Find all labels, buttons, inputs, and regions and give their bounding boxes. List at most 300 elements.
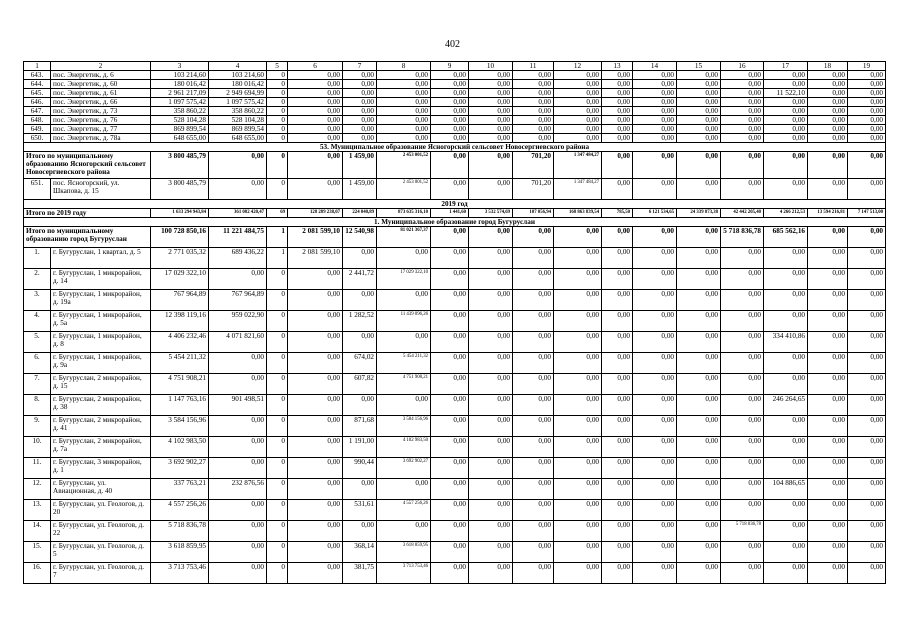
value-cell: 0,00: [469, 80, 513, 89]
value-cell: 0,00: [554, 290, 602, 311]
value-cell: 2 081 599,10: [288, 248, 343, 269]
total-value: 1 347 484,27: [554, 152, 602, 179]
value-cell: 0,00: [469, 134, 513, 143]
total-value: 0,00: [469, 152, 513, 179]
value-cell: 531,61: [343, 500, 377, 521]
value-cell: 0,00: [848, 290, 886, 311]
value-cell: 0,00: [677, 98, 721, 107]
value-cell: 3 692 902,27: [151, 458, 209, 479]
row-number: 3.: [24, 290, 51, 311]
value-cell: 0,00: [633, 71, 677, 80]
section-53-title: 53. Муниципальное образование Ясногорский сельсовет Новосергиевского района: [24, 143, 886, 152]
value-cell: 2 453 001,52: [377, 179, 431, 200]
value-cell: 0,00: [377, 395, 431, 416]
value-cell: 0,00: [848, 353, 886, 374]
value-cell: 0,00: [602, 248, 633, 269]
total-value: 0,00: [513, 227, 554, 248]
total-value: 42 442 205,40: [721, 209, 764, 218]
value-cell: 0,00: [848, 416, 886, 437]
value-cell: 0,00: [721, 98, 764, 107]
value-cell: 0,00: [633, 332, 677, 353]
value-cell: 0,00: [677, 395, 721, 416]
value-cell: 0,00: [469, 416, 513, 437]
value-cell: 0,00: [633, 479, 677, 500]
value-cell: 0,00: [602, 80, 633, 89]
value-cell: 4 751 908,21: [151, 374, 209, 395]
value-cell: 0,00: [721, 179, 764, 200]
section-1: [24, 218, 886, 227]
value-cell: 0,00: [288, 374, 343, 395]
value-cell: 0,00: [633, 542, 677, 563]
value-cell: 0,00: [602, 125, 633, 134]
value-cell: 0,00: [633, 80, 677, 89]
value-cell: 0,00: [343, 116, 377, 125]
value-cell: 0,00: [764, 134, 808, 143]
value-cell: 0,00: [554, 542, 602, 563]
row-number: 14.: [24, 521, 51, 542]
value-cell: 11 439 096,26: [377, 311, 431, 332]
value-cell: 0,00: [602, 269, 633, 290]
value-cell: 0,00: [808, 395, 848, 416]
value-cell: 0,00: [209, 437, 267, 458]
value-cell: 0,00: [469, 98, 513, 107]
value-cell: 0,00: [513, 269, 554, 290]
value-cell: 0,00: [513, 374, 554, 395]
row-number: 650.: [24, 134, 51, 143]
value-cell: 0,00: [602, 311, 633, 332]
value-cell: 0,00: [721, 437, 764, 458]
value-cell: 0,00: [808, 89, 848, 98]
value-cell: 0,00: [721, 248, 764, 269]
value-cell: 0,00: [721, 134, 764, 143]
value-cell: 0: [267, 290, 288, 311]
value-cell: 0,00: [554, 458, 602, 479]
value-cell: 0,00: [848, 269, 886, 290]
value-cell: 0,00: [343, 395, 377, 416]
total-value: 1 441,60: [431, 209, 469, 218]
row-number: 651.: [24, 179, 51, 200]
value-cell: 959 022,90: [209, 311, 267, 332]
value-cell: 0,00: [513, 332, 554, 353]
value-cell: 0,00: [288, 458, 343, 479]
value-cell: 0,00: [677, 179, 721, 200]
value-cell: 0,00: [513, 395, 554, 416]
value-cell: 0,00: [721, 269, 764, 290]
value-cell: 17 029 322,10: [151, 269, 209, 290]
row-number: 6.: [24, 353, 51, 374]
value-cell: 0,00: [513, 563, 554, 584]
value-cell: 0,00: [377, 521, 431, 542]
address-cell: г. Бугуруслан, ул. Геологов, д. 20: [51, 500, 151, 521]
value-cell: 0,00: [602, 500, 633, 521]
value-cell: 767 964,89: [151, 290, 209, 311]
value-cell: 0,00: [288, 437, 343, 458]
value-cell: 0,00: [343, 89, 377, 98]
value-cell: 0,00: [808, 98, 848, 107]
value-cell: 0,00: [848, 107, 886, 116]
value-cell: 0,00: [469, 437, 513, 458]
value-cell: 0,00: [288, 134, 343, 143]
total-value: 0,00: [288, 152, 343, 179]
value-cell: 0,00: [554, 116, 602, 125]
value-cell: 0,00: [377, 134, 431, 143]
value-cell: 0,00: [808, 332, 848, 353]
value-cell: 0,00: [633, 290, 677, 311]
value-cell: 2 961 217,09: [151, 89, 209, 98]
value-cell: 0,00: [633, 134, 677, 143]
value-cell: 0,00: [808, 374, 848, 395]
value-cell: 0,00: [431, 395, 469, 416]
value-cell: 0,00: [554, 80, 602, 89]
value-cell: 0,00: [764, 458, 808, 479]
value-cell: 5 454 211,32: [151, 353, 209, 374]
total-value: 11 221 484,75: [209, 227, 267, 248]
value-cell: 0,00: [764, 542, 808, 563]
register-table: [23, 61, 886, 584]
value-cell: 0,00: [431, 563, 469, 584]
value-cell: 0,00: [677, 416, 721, 437]
value-cell: 0,00: [554, 395, 602, 416]
value-cell: 0,00: [721, 374, 764, 395]
value-cell: 0,00: [431, 269, 469, 290]
year-header-title: 2019 год: [24, 200, 886, 209]
value-cell: 0,00: [764, 521, 808, 542]
value-cell: 0,00: [602, 179, 633, 200]
column-header-row: [24, 62, 886, 71]
value-cell: 0,00: [848, 311, 886, 332]
value-cell: 0,00: [288, 179, 343, 200]
value-cell: 0,00: [288, 416, 343, 437]
value-cell: 0,00: [209, 563, 267, 584]
value-cell: 0,00: [808, 416, 848, 437]
value-cell: 0,00: [288, 80, 343, 89]
value-cell: 0,00: [808, 290, 848, 311]
table-row: [24, 80, 886, 89]
address-cell: пос. Энергетик, д. 66: [51, 98, 151, 107]
value-cell: 2 441,72: [343, 269, 377, 290]
value-cell: 1 191,00: [343, 437, 377, 458]
value-cell: 334 410,86: [764, 332, 808, 353]
total-value: 0,00: [554, 227, 602, 248]
total-value: 2 081 599,10: [288, 227, 343, 248]
value-cell: 0,00: [513, 107, 554, 116]
value-cell: 4 751 908,21: [377, 374, 431, 395]
value-cell: 0: [267, 98, 288, 107]
total-value: 168 863 839,54: [554, 209, 602, 218]
value-cell: 0,00: [431, 80, 469, 89]
value-cell: 0,00: [764, 179, 808, 200]
total-value: 12 540,98: [343, 227, 377, 248]
total-value: 0,00: [848, 152, 886, 179]
value-cell: 0,00: [848, 521, 886, 542]
value-cell: 871,68: [343, 416, 377, 437]
value-cell: 0,00: [377, 107, 431, 116]
value-cell: 0,00: [677, 125, 721, 134]
value-cell: 104 886,65: [764, 479, 808, 500]
value-cell: 0,00: [554, 563, 602, 584]
value-cell: 381,75: [343, 563, 377, 584]
value-cell: 0,00: [469, 311, 513, 332]
total-value: 0,00: [431, 227, 469, 248]
value-cell: 0,00: [431, 89, 469, 98]
value-cell: 0,00: [677, 353, 721, 374]
table-row: [24, 395, 886, 416]
value-cell: 0,00: [808, 311, 848, 332]
value-cell: 0,00: [808, 179, 848, 200]
address-cell: г. Бугуруслан, 2 микрорайон, д. 41: [51, 416, 151, 437]
value-cell: 0,00: [431, 332, 469, 353]
column-header: 2: [51, 62, 151, 71]
value-cell: 0,00: [602, 458, 633, 479]
value-cell: 869 899,54: [151, 125, 209, 134]
total-value: 701,20: [513, 152, 554, 179]
value-cell: 0,00: [808, 80, 848, 89]
total-value: 785,50: [602, 209, 633, 218]
value-cell: 0,00: [343, 479, 377, 500]
value-cell: 0,00: [677, 437, 721, 458]
total-row: [24, 227, 886, 248]
value-cell: 0,00: [764, 311, 808, 332]
value-cell: 0,00: [633, 521, 677, 542]
value-cell: 528 104,28: [209, 116, 267, 125]
value-cell: 0,00: [602, 521, 633, 542]
value-cell: 358 860,22: [151, 107, 209, 116]
value-cell: 3 584 156,96: [377, 416, 431, 437]
value-cell: 0,00: [377, 116, 431, 125]
value-cell: 0: [267, 116, 288, 125]
value-cell: 0,00: [377, 89, 431, 98]
row-number: 9.: [24, 416, 51, 437]
value-cell: 17 029 322,10: [377, 269, 431, 290]
address-cell: пос. Энергетик, д. 78а: [51, 134, 151, 143]
address-cell: г. Бугуруслан, 1 микрорайон, д. 9а: [51, 353, 151, 374]
value-cell: 3 618 859,95: [151, 542, 209, 563]
column-header: 8: [377, 62, 431, 71]
address-cell: г. Бугуруслан, 1 микрорайон, д. 19а: [51, 290, 151, 311]
value-cell: 0,00: [633, 353, 677, 374]
column-header: 9: [431, 62, 469, 71]
value-cell: 5 718 836,78: [721, 521, 764, 542]
value-cell: 4 557 256,26: [151, 500, 209, 521]
table-row: [24, 521, 886, 542]
value-cell: 0,00: [343, 71, 377, 80]
address-cell: пос. Энергетик, д. 76: [51, 116, 151, 125]
value-cell: 0,00: [209, 521, 267, 542]
value-cell: 0,00: [431, 311, 469, 332]
value-cell: 0,00: [848, 248, 886, 269]
value-cell: 0,00: [848, 374, 886, 395]
value-cell: 0,00: [209, 458, 267, 479]
value-cell: 0,00: [721, 80, 764, 89]
value-cell: 0,00: [431, 500, 469, 521]
total-value: 0,00: [431, 152, 469, 179]
value-cell: 3 584 156,96: [151, 416, 209, 437]
value-cell: 0: [267, 332, 288, 353]
value-cell: 869 899,54: [209, 125, 267, 134]
value-cell: 0,00: [677, 479, 721, 500]
value-cell: 0,00: [848, 437, 886, 458]
value-cell: 0,00: [209, 269, 267, 290]
value-cell: 0,00: [721, 542, 764, 563]
address-cell: пос. Энергетик, д. 6: [51, 71, 151, 80]
table-row: [24, 98, 886, 107]
value-cell: 0,00: [513, 521, 554, 542]
row-number: 643.: [24, 71, 51, 80]
column-header: 13: [602, 62, 633, 71]
column-header: 3: [151, 62, 209, 71]
value-cell: 0,00: [764, 374, 808, 395]
value-cell: 0,00: [288, 290, 343, 311]
row-number: 648.: [24, 116, 51, 125]
value-cell: 0,00: [677, 374, 721, 395]
column-header: 6: [288, 62, 343, 71]
value-cell: 0,00: [677, 542, 721, 563]
total-value: 24 339 873,38: [677, 209, 721, 218]
value-cell: 0,00: [602, 542, 633, 563]
value-cell: 0,00: [513, 416, 554, 437]
table-row: [24, 248, 886, 269]
value-cell: 0,00: [377, 98, 431, 107]
page-number: 402: [445, 39, 460, 50]
table-row: [24, 437, 886, 458]
value-cell: 0,00: [721, 116, 764, 125]
total-label: Итого по муниципальному образованию Ясногорский сельсовет Новосергиевского района: [24, 152, 151, 179]
value-cell: 0,00: [721, 563, 764, 584]
value-cell: 0,00: [343, 248, 377, 269]
value-cell: 5 454 211,32: [377, 353, 431, 374]
value-cell: 0,00: [677, 500, 721, 521]
value-cell: 0,00: [209, 353, 267, 374]
value-cell: 0: [267, 416, 288, 437]
value-cell: 0,00: [808, 563, 848, 584]
row-number: 8.: [24, 395, 51, 416]
total-value: 4 266 212,53: [764, 209, 808, 218]
value-cell: 0,00: [431, 71, 469, 80]
value-cell: 0,00: [554, 107, 602, 116]
total-value: 224 040,89: [343, 209, 377, 218]
value-cell: 0,00: [431, 437, 469, 458]
table-row: [24, 353, 886, 374]
value-cell: 0,00: [288, 563, 343, 584]
value-cell: 0,00: [288, 125, 343, 134]
address-cell: г. Бугуруслан, ул. Геологов, д. 5: [51, 542, 151, 563]
value-cell: 767 964,89: [209, 290, 267, 311]
value-cell: 0: [267, 437, 288, 458]
address-cell: пос. Энергетик, д. 73: [51, 107, 151, 116]
value-cell: 0,00: [343, 98, 377, 107]
value-cell: 0,00: [808, 479, 848, 500]
value-cell: 0,00: [209, 179, 267, 200]
column-header: 14: [633, 62, 677, 71]
table-row: [24, 269, 886, 290]
row-number: 649.: [24, 125, 51, 134]
value-cell: 0,00: [343, 125, 377, 134]
total-value: 0,00: [602, 152, 633, 179]
value-cell: 0,00: [288, 71, 343, 80]
value-cell: 990,44: [343, 458, 377, 479]
value-cell: 0,00: [808, 542, 848, 563]
value-cell: 0,00: [513, 458, 554, 479]
value-cell: 0,00: [848, 395, 886, 416]
value-cell: 0,00: [554, 125, 602, 134]
value-cell: 1: [267, 248, 288, 269]
value-cell: 0,00: [677, 89, 721, 98]
value-cell: 0: [267, 107, 288, 116]
value-cell: 0,00: [848, 500, 886, 521]
total-value: 0,00: [209, 152, 267, 179]
value-cell: 0: [267, 80, 288, 89]
row-number: 647.: [24, 107, 51, 116]
value-cell: 689 436,22: [209, 248, 267, 269]
value-cell: 0,00: [469, 458, 513, 479]
address-cell: г. Бугуруслан, 2 микрорайон, д. 7а: [51, 437, 151, 458]
value-cell: 0,00: [721, 500, 764, 521]
value-cell: 0,00: [848, 125, 886, 134]
value-cell: 0,00: [554, 89, 602, 98]
value-cell: 0,00: [602, 479, 633, 500]
table-row: [24, 134, 886, 143]
value-cell: 0: [267, 542, 288, 563]
value-cell: 0,00: [513, 437, 554, 458]
address-cell: г. Бугуруслан, ул. Геологов, д. 22: [51, 521, 151, 542]
total-value: 5 718 836,78: [721, 227, 764, 248]
value-cell: 0,00: [554, 500, 602, 521]
value-cell: 0,00: [554, 269, 602, 290]
value-cell: 0,00: [677, 107, 721, 116]
table-row: [24, 500, 886, 521]
value-cell: 3 692 902,27: [377, 458, 431, 479]
value-cell: 0,00: [764, 437, 808, 458]
value-cell: 368,14: [343, 542, 377, 563]
value-cell: 0,00: [764, 80, 808, 89]
row-number: 2.: [24, 269, 51, 290]
value-cell: 0,00: [377, 80, 431, 89]
value-cell: 0,00: [764, 563, 808, 584]
value-cell: 0,00: [633, 563, 677, 584]
value-cell: 0,00: [377, 248, 431, 269]
value-cell: 103 214,60: [151, 71, 209, 80]
value-cell: 3 618 859,95: [377, 542, 431, 563]
value-cell: 0,00: [431, 248, 469, 269]
column-header: 16: [721, 62, 764, 71]
value-cell: 0: [267, 125, 288, 134]
value-cell: 2 949 694,99: [209, 89, 267, 98]
value-cell: 0,00: [808, 500, 848, 521]
value-cell: 0,00: [677, 458, 721, 479]
value-cell: 0: [267, 479, 288, 500]
value-cell: 0,00: [764, 107, 808, 116]
value-cell: 0,00: [633, 437, 677, 458]
value-cell: 0,00: [513, 542, 554, 563]
value-cell: 0,00: [288, 98, 343, 107]
address-cell: г. Бугуруслан, 2 микрорайон, д. 15: [51, 374, 151, 395]
address-cell: г. Бугуруслан, 1 микрорайон, д. 5а: [51, 311, 151, 332]
value-cell: 0,00: [602, 332, 633, 353]
address-cell: пос. Энергетик, д. 60: [51, 80, 151, 89]
value-cell: 0,00: [808, 107, 848, 116]
value-cell: 0,00: [721, 458, 764, 479]
value-cell: 0,00: [602, 416, 633, 437]
value-cell: 0,00: [721, 290, 764, 311]
value-cell: 0,00: [633, 395, 677, 416]
value-cell: 1 282,52: [343, 311, 377, 332]
value-cell: 0,00: [633, 500, 677, 521]
value-cell: 0: [267, 89, 288, 98]
value-cell: 0,00: [431, 458, 469, 479]
total-value: 0: [267, 152, 288, 179]
value-cell: 0,00: [513, 98, 554, 107]
value-cell: 0,00: [677, 563, 721, 584]
